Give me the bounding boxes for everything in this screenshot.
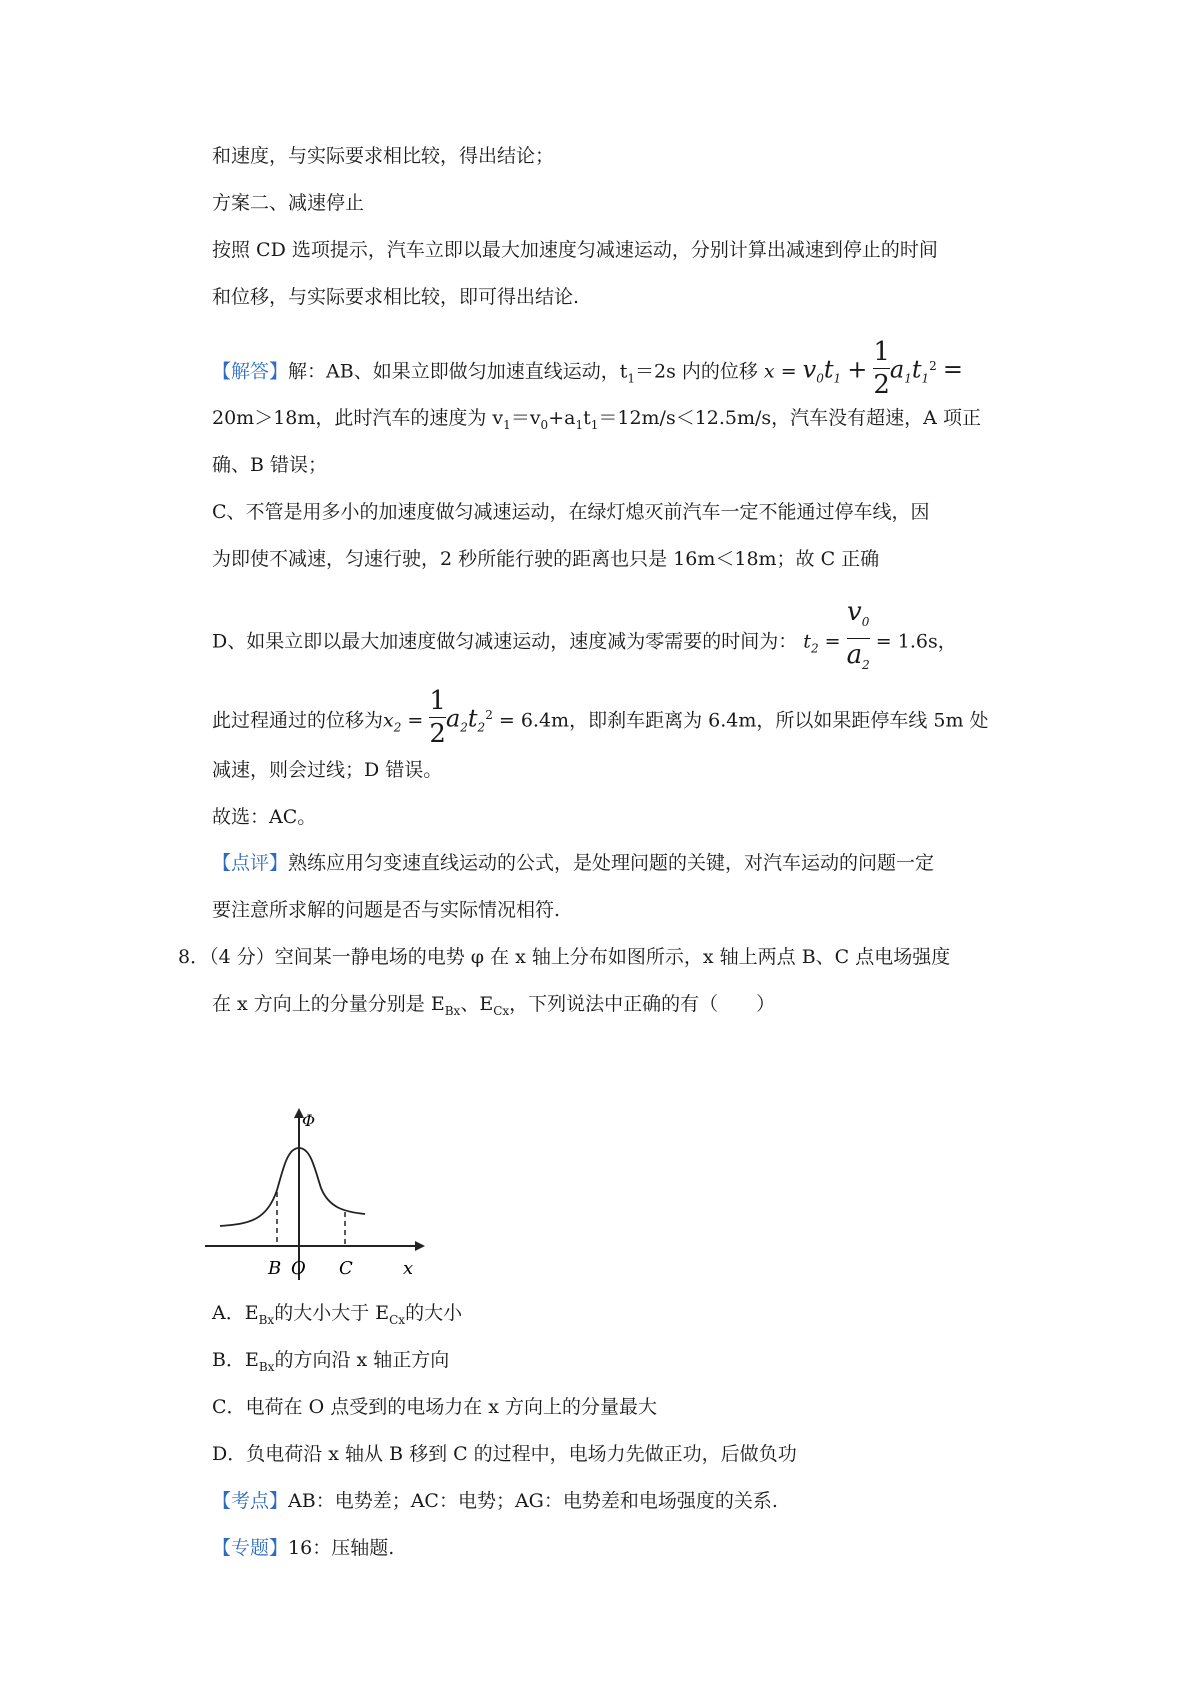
question-8: 8．（4 分）空间某一静电场的电势 φ 在 x 轴上分布如图所示，x 轴上两点 B、C 点电场强度 [178, 946, 951, 968]
phi-label: Φ [302, 1111, 316, 1130]
answer-tag: 【解答】 [212, 360, 289, 383]
potential-curve [220, 1148, 365, 1226]
option-D: D．负电荷沿 x 轴从 B 移到 C 的过程中，电场力先做正功，后做负功 [212, 1443, 797, 1465]
text-line: 和位移，与实际要求相比较，即可得出结论. [212, 286, 580, 308]
text-line: C、不管是用多小的加速度做匀减速运动，在绿灯熄灭前汽车一定不能通过停车线，因 [212, 501, 930, 523]
option-A: A．$E_{Bx}$的大小大于 $E_{Cx}$的大小 [212, 1302, 463, 1327]
text-line: 为即使不减速，匀速行驶，2 秒所能行驶的距离也只是 16m＜18m；故 C 正确 [212, 548, 880, 570]
text-line: 20m＞18m，此时汽车的速度为 $v_1=v_0+a_1t_1=12m/s<12.5m/s$，汽车没有超速，A 项正 [212, 407, 981, 432]
text-line: 在 x 方向上的分量分别是 $E_{Bx}$、$E_{Cx}$，下列说法中正确的有（ ） [212, 993, 776, 1018]
text-line: 故选：AC。 [212, 806, 317, 828]
zhuanti-tag: 【专题】 [212, 1537, 289, 1559]
text-line: 确、B 错误； [212, 454, 328, 476]
text-line: 和速度，与实际要求相比较，得出结论； [212, 145, 555, 167]
x-axis-arrow [415, 1241, 425, 1251]
comment-tag: 【点评】 [212, 852, 289, 874]
potential-graph [205, 1108, 425, 1298]
text-line: 要注意所求解的问题是否与实际情况相符. [212, 899, 561, 921]
label-B: B [268, 1258, 282, 1279]
kaodian-tag: 【考点】 [212, 1490, 289, 1512]
option-C: C．电荷在 O 点受到的电场力在 x 方向上的分量最大 [212, 1396, 657, 1418]
zhuanti-line: 【专题】16：压轴题. [212, 1537, 395, 1559]
option-B: B．$E_{Bx}$的方向沿 x 轴正方向 [212, 1349, 450, 1374]
text-line: 此过程通过的位移为$x_2$ = $\frac{1}{2}$ $a_2t_2^2 = 6.4m$，即刹车距离为 6.4m，所以如果距停车线 5m 处 [212, 686, 989, 749]
text-line: D、如果立即以最大加速度做匀减速运动，速度减为零需要的时间为： $t_2$ = $\frac{v_0}{a_2}$ = 1.6s， [212, 601, 957, 684]
answer-line: 【解答】解：AB、如果立即做匀加速直线运动，$t_1=2s$ 内的位移 $x = v_0t_1$ + $\frac{1}{2}$ $a_1t_1^2$ = [212, 337, 963, 400]
kaodian-line: 【考点】AB：电势差；AC：电势；AG：电势差和电场强度的关系. [212, 1490, 778, 1512]
text-line: 方案二、减速停止 [212, 192, 365, 214]
comment-line: 【点评】熟练应用匀变速直线运动的公式，是处理问题的关键，对汽车运动的问题一定 [212, 852, 935, 874]
fraction-one-half: $\frac{1}{2}$ [429, 686, 446, 749]
fraction-one-half: $\frac{1}{2}$ [873, 337, 890, 400]
text-line: 减速，则会过线；D 错误。 [212, 759, 443, 781]
label-C: C [339, 1258, 353, 1279]
fraction-v0-over-a2: $\frac{v_0}{a_2}$ [846, 597, 870, 673]
label-O: O [291, 1258, 306, 1279]
label-x: x [403, 1258, 414, 1279]
text-line: 按照 CD 选项提示，汽车立即以最大加速度匀减速运动，分别计算出减速到停止的时间 [212, 239, 938, 261]
